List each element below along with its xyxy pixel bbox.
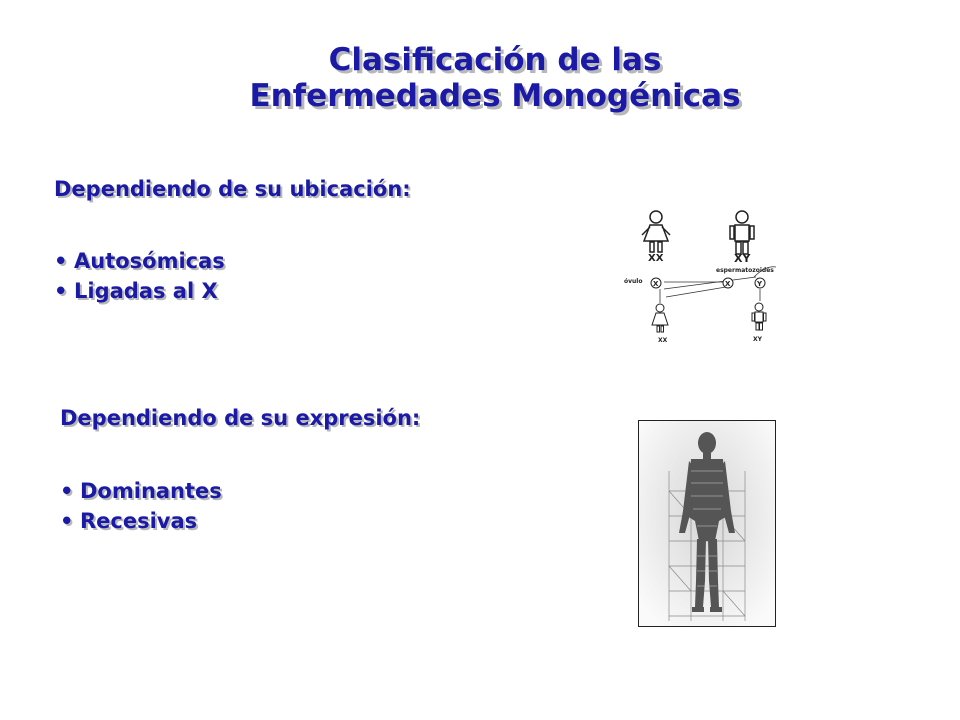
egg-chromosome-icon [651, 278, 661, 288]
svg-text:X: X [725, 280, 731, 288]
daughter-figure-icon [652, 304, 668, 332]
human-figure-image [638, 420, 776, 627]
svg-text:X: X [653, 280, 659, 288]
son-figure-icon [752, 303, 766, 330]
list-item-label: Dominantes [80, 479, 222, 503]
daughter-label: XX [658, 337, 668, 344]
sperm-x-icon [723, 278, 733, 288]
svg-text:Y: Y [757, 280, 763, 288]
sperm-label: espermatozoides [716, 267, 774, 274]
list-item-label: Autosómicas [74, 249, 225, 273]
list-item [60, 506, 222, 536]
expression-bullet-list [60, 476, 222, 536]
bullet-icon: • [54, 279, 68, 303]
father-figure-icon [730, 211, 754, 254]
father-label: XY [734, 252, 751, 265]
list-item-label: Ligadas al X [74, 279, 218, 303]
mother-label: XX [648, 253, 664, 264]
expression-section-heading: Dependiendo de su expresión: [60, 406, 421, 430]
list-item-label: Recesivas [80, 509, 198, 533]
bullet-icon: • [60, 509, 74, 533]
sex-inheritance-diagram [616, 205, 786, 345]
title-line-1: Clasificación de las [328, 42, 662, 78]
bullet-icon: • [54, 249, 68, 273]
location-section-heading: Dependiendo de su ubicación: [54, 177, 411, 201]
son-label: XY [753, 336, 762, 343]
egg-label: óvulo [624, 278, 643, 285]
list-item [60, 476, 222, 506]
scaffold-human-illustration [639, 421, 775, 626]
title-line-2: Enfermedades Monogénicas [249, 78, 741, 114]
bullet-icon: • [60, 479, 74, 503]
sperm-y-icon [755, 278, 765, 288]
mother-figure-icon [642, 211, 670, 252]
list-item [54, 276, 225, 306]
slide-title [0, 42, 960, 114]
location-bullet-list [54, 246, 225, 306]
list-item [54, 246, 225, 276]
